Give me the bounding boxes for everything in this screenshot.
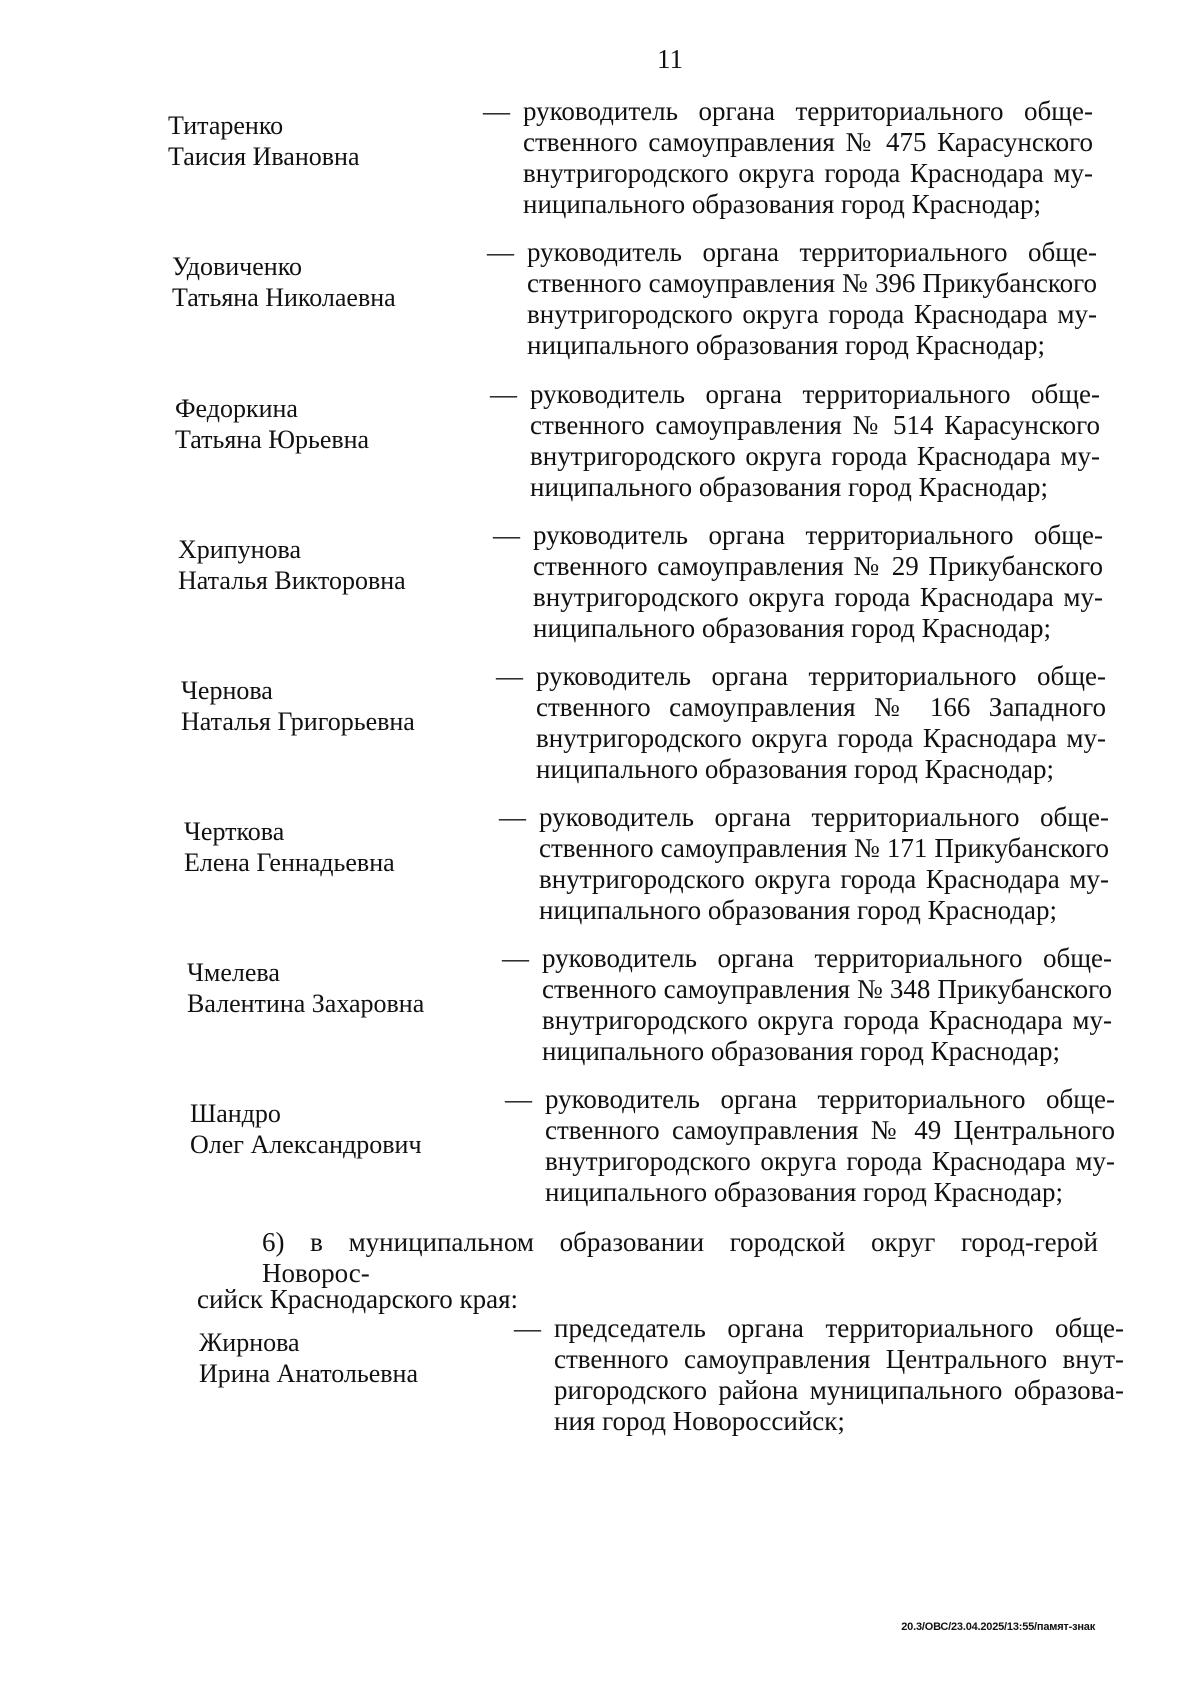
section-6-line1: 6) в муниципальном образовании городской округ город-герой Новорос- xyxy=(262,1227,1098,1288)
desc-line: внутригородского округа города Краснодара му- xyxy=(530,441,1100,471)
person-name xyxy=(178,534,478,596)
desc-line: руководитель органа территориального обще- xyxy=(527,237,1097,267)
given-names: Ирина Анатольевна xyxy=(199,1359,418,1388)
desc-line: ниципального образования город Краснодар; xyxy=(523,189,1042,219)
desc-line: руководитель органа территориального обще- xyxy=(523,96,1093,126)
dash: — xyxy=(514,1313,541,1343)
surname: Удовиченко xyxy=(172,252,303,281)
dash: — xyxy=(490,379,517,409)
desc-line: председатель органа территориального обще- xyxy=(554,1313,1124,1343)
desc-line: ственного самоуправления № 475 Карасунского xyxy=(523,127,1093,157)
desc-line: ственного самоуправления № 171 Прикубанского xyxy=(539,833,1109,863)
person-name xyxy=(172,251,472,313)
desc-line: ригородского района муниципального образова- xyxy=(554,1375,1124,1405)
given-names: Таисия Ивановна xyxy=(168,142,360,171)
desc-line: руководитель органа территориального обще- xyxy=(539,802,1109,832)
desc-line: ственного самоуправления № 396 Прикубанского xyxy=(527,268,1097,298)
desc-line: ниципального образования город Краснодар; xyxy=(545,1177,1064,1207)
desc-line: руководитель органа территориального обще- xyxy=(545,1084,1115,1114)
desc-line: ниципального образования город Краснодар; xyxy=(533,613,1052,643)
position-description xyxy=(533,520,1103,644)
position-description xyxy=(523,96,1093,220)
surname: Жирнова xyxy=(199,1328,300,1357)
desc-line: ниципального образования город Краснодар; xyxy=(539,895,1058,925)
desc-line: внутригородского округа города Краснодара му- xyxy=(527,299,1097,329)
desc-line: внутригородского округа города Краснодара му- xyxy=(533,582,1103,612)
desc-line: руководитель органа территориального обще- xyxy=(530,379,1100,409)
person-name xyxy=(184,816,484,878)
desc-line: внутригородского округа города Краснодара му- xyxy=(539,864,1109,894)
given-names: Валентина Захаровна xyxy=(187,989,425,1018)
surname: Чмелева xyxy=(187,958,280,987)
given-names: Олег Александрович xyxy=(190,1130,422,1159)
position-description xyxy=(539,802,1109,926)
position-description xyxy=(527,237,1097,361)
dash: — xyxy=(487,237,514,267)
person-name xyxy=(175,393,475,455)
surname: Федоркина xyxy=(175,394,298,423)
position-description xyxy=(530,379,1100,503)
given-names: Татьяна Юрьевна xyxy=(175,425,370,454)
position-description xyxy=(542,943,1112,1067)
desc-line: руководитель органа территориального обще- xyxy=(536,661,1106,691)
desc-line: ния город Новороссийск; xyxy=(554,1406,845,1436)
surname: Черткова xyxy=(184,817,285,846)
position-description xyxy=(536,661,1106,785)
desc-line: ственного самоуправления № 166 Западного xyxy=(536,692,1106,722)
desc-line: ственного самоуправления № 49 Центрального xyxy=(545,1115,1115,1145)
desc-line: ственного самоуправления № 29 Прикубанского xyxy=(533,551,1103,581)
surname: Хрипунова xyxy=(178,535,301,564)
desc-line: ниципального образования город Краснодар; xyxy=(527,330,1046,360)
desc-line: внутригородского округа города Краснодара му- xyxy=(542,1005,1112,1035)
desc-line: руководитель органа территориального обще- xyxy=(533,520,1103,550)
surname: Титаренко xyxy=(168,111,284,140)
given-names: Наталья Викторовна xyxy=(178,566,406,595)
position-description xyxy=(554,1313,1124,1437)
person-name xyxy=(168,110,468,172)
desc-line: ственного самоуправления № 514 Карасунского xyxy=(530,410,1100,440)
desc-line: руководитель органа территориального обще- xyxy=(542,943,1112,973)
dash: — xyxy=(493,520,520,550)
position-description xyxy=(545,1084,1115,1208)
dash: — xyxy=(499,802,526,832)
desc-line: ниципального образования город Краснодар; xyxy=(542,1036,1061,1066)
surname: Чернова xyxy=(181,676,273,705)
desc-line: внутригородского округа города Краснодара му- xyxy=(545,1146,1115,1176)
given-names: Елена Геннадьевна xyxy=(184,848,395,877)
given-names: Татьяна Николаевна xyxy=(172,283,396,312)
dash: — xyxy=(502,943,529,973)
footer-code: 20.3/ОВС/23.04.2025/13:55/памят-знак xyxy=(901,1621,1095,1633)
desc-line: ственного самоуправления Центрального внут- xyxy=(554,1344,1124,1374)
desc-line: ниципального образования город Краснодар; xyxy=(530,472,1049,502)
desc-line: внутригородского округа города Краснодара му- xyxy=(536,723,1106,753)
person-name xyxy=(181,675,481,737)
section-6-line2: сийск Краснодарского края: xyxy=(197,1284,519,1314)
person-name xyxy=(187,957,487,1019)
desc-line: ниципального образования город Краснодар; xyxy=(536,754,1055,784)
given-names: Наталья Григорьевна xyxy=(181,707,415,736)
person-name xyxy=(199,1327,499,1389)
dash: — xyxy=(505,1084,532,1114)
surname: Шандро xyxy=(190,1099,281,1128)
desc-line: ственного самоуправления № 348 Прикубанского xyxy=(542,974,1112,1004)
person-name xyxy=(190,1098,490,1160)
dash: — xyxy=(483,96,510,126)
desc-line: внутригородского округа города Краснодара му- xyxy=(523,158,1093,188)
page-number: 11 xyxy=(657,44,683,74)
dash: — xyxy=(496,661,523,691)
